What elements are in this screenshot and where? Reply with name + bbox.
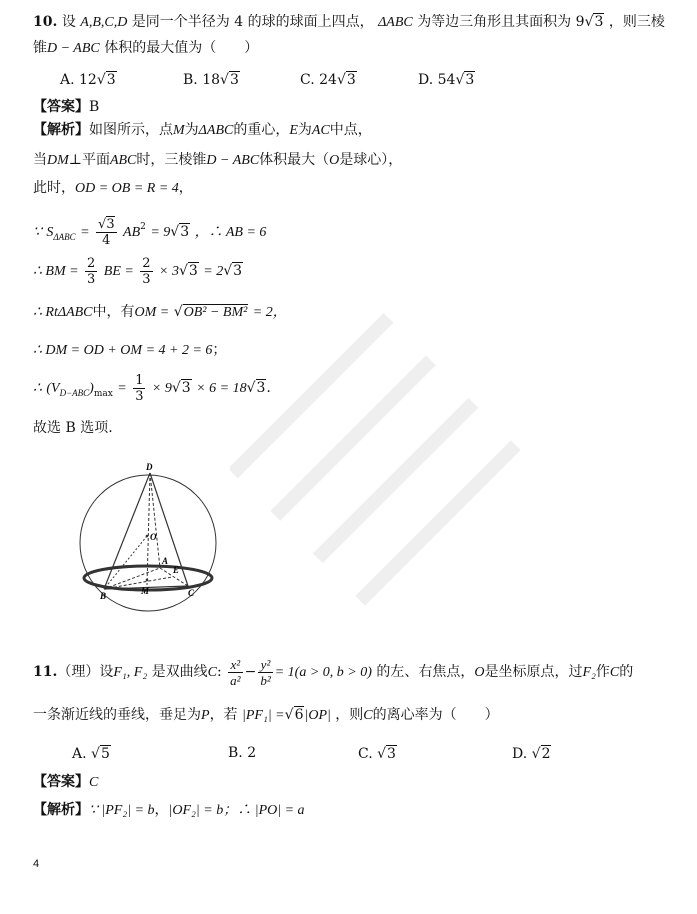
- q11-option-d: D. √2: [512, 746, 551, 762]
- q11-option-b: B. 2: [228, 745, 257, 761]
- q10-dm-equation: ∴ DM = OD + OM = 4 + 2 = 6；: [33, 342, 227, 358]
- sqrt-symbol: √3: [584, 14, 604, 30]
- q11-analysis: 【解析】∵ |PF₂| = b，|OF₂| = b；∴ |PO| = a: [33, 802, 305, 818]
- q11-option-a: A. √5: [72, 746, 110, 762]
- label-O: O: [150, 532, 157, 542]
- edge-DB: [104, 473, 150, 589]
- watermark: [230, 300, 530, 630]
- page-number: 4: [33, 858, 40, 870]
- q10-conclusion: 故选 B 选项.: [33, 420, 113, 436]
- q10-option-a: A. 12√3: [60, 72, 116, 88]
- q10-option-b: B. 18√3: [183, 72, 239, 88]
- q10-analysis-line2: 当DM⊥平面ABC时，三棱锥D − ABC体积最大（O是球心），: [33, 152, 403, 168]
- q10-bm-equation: ∴ BM = $\frac{2}{3}$ BE = $\frac{2}{3}$ × 3√3 = 2√3: [33, 255, 243, 287]
- edge-BA: [104, 568, 160, 589]
- q11-stem-line2: 一条渐近线的垂线，垂足为P，若 |PF₁| =√6|OP| ，则C的离心率为（ ）: [33, 707, 499, 723]
- label-M: M: [141, 586, 150, 596]
- q10-volume-equation: ∴ $(V_{D-ABC})_{max}$ = $\frac{1}{3}$ × 9√3 × 6 = 18√3.: [33, 372, 271, 404]
- q10-stem-line1: 10. 设 A,B,C,D 是同一个半径为 4 的球的球面上四点， ΔABC 为等边三角形且其面积为 9√3 ，则三棱: [33, 14, 665, 30]
- q11-answer: 【答案】C: [33, 774, 99, 790]
- q11-stem-line1: 11.（理）设F₁, F₂ 是双曲线C: $\frac{\text{x²}}{\text{a²}}$ − $\frac{\text{y²}}{\text{b²}}$ = 1(a > 0, b > 0) 的左、右焦点，O是坐标原点，过F₂作C的: [33, 656, 634, 688]
- segment-DM: [147, 473, 150, 585]
- sphere-tetrahedron-figure: [78, 458, 218, 618]
- q10-stem-line2: 锥D − ABC 体积的最大值为（ ）: [33, 40, 259, 56]
- label-B: B: [100, 591, 107, 601]
- q10-area-equation: ∵ $S_{\Delta ABC}$ = $\frac{√3}{4}$ $AB^2 = 9√3$ ，∴ AB = 6: [33, 216, 267, 248]
- q10-analysis-line1: 【解析】如图所示，点M为ΔABC的重心，E为AC中点，: [33, 122, 372, 138]
- q11-option-c: C. √3: [358, 746, 396, 762]
- label-C: C: [188, 588, 195, 598]
- q10-option-c: C. 24√3: [300, 72, 356, 88]
- q10-option-d: D. 54√3: [418, 72, 475, 88]
- label-D: D: [146, 462, 153, 472]
- label-A: A: [162, 556, 169, 566]
- q10-analysis-line3: 此时，OD = OB = R = 4，: [33, 180, 193, 196]
- q10-om-equation: ∴ RtΔABC中，有OM = √OB² − BM² = 2，: [33, 304, 287, 320]
- label-E: E: [173, 565, 180, 575]
- q10-answer: 【答案】B: [33, 99, 100, 115]
